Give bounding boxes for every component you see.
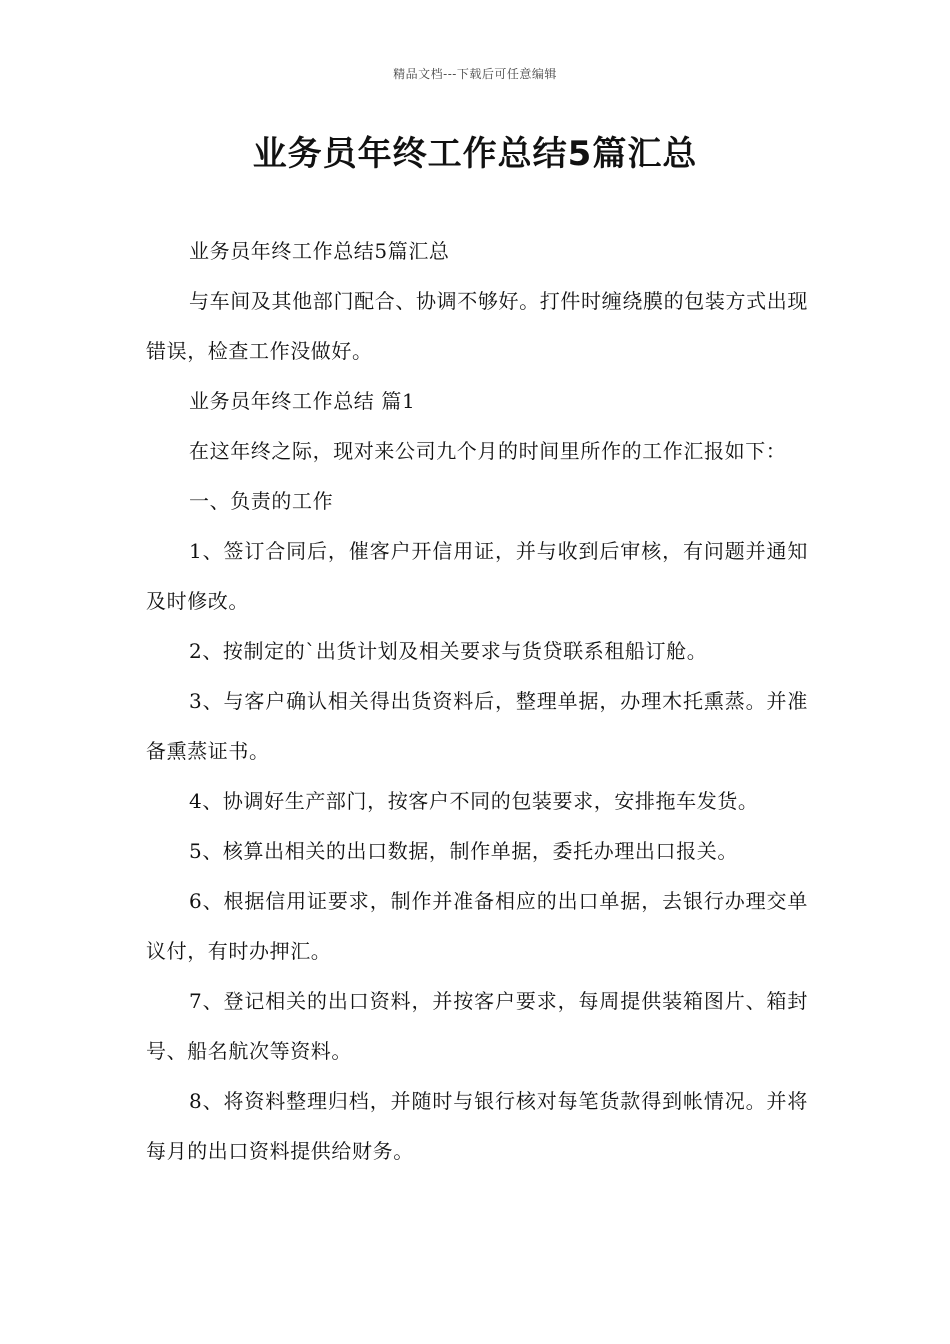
paragraph-duty-6: 6、根据信用证要求，制作并准备相应的出口单据，去银行办理交单议付，有时办押汇。 bbox=[146, 889, 808, 963]
paragraph-duty-5: 5、核算出相关的出口数据，制作单据，委托办理出口报关。 bbox=[189, 839, 738, 863]
document-body bbox=[146, 226, 808, 1176]
paragraph-duty-8: 8、将资料整理归档，并随时与银行核对每笔货款得到帐情况。并将每月的出口资料提供给财务。 bbox=[146, 1089, 808, 1163]
header-note: 精品文档---下载后可任意编辑 bbox=[393, 67, 557, 81]
paragraph-report-opening: 在这年终之际，现对来公司九个月的时间里所作的工作汇报如下： bbox=[189, 439, 787, 463]
paragraph-duty-7: 7、登记相关的出口资料，并按客户要求，每周提供装箱图片、箱封号、船名航次等资料。 bbox=[146, 989, 808, 1063]
paragraph-intro: 与车间及其他部门配合、协调不够好。打件时缠绕膜的包装方式出现错误，检查工作没做好。 bbox=[146, 289, 808, 363]
document-title: 业务员年终工作总结5篇汇总 bbox=[252, 134, 698, 174]
paragraph-duty-3: 3、与客户确认相关得出货资料后，整理单据，办理木托熏蒸。并准备熏蒸证书。 bbox=[146, 689, 808, 763]
paragraph-subtitle: 业务员年终工作总结5篇汇总 bbox=[189, 239, 450, 263]
paragraph-duty-2: 2、按制定的`出货计划及相关要求与货贷联系租船订舱。 bbox=[189, 639, 708, 663]
paragraph-section-heading: 业务员年终工作总结 篇1 bbox=[189, 389, 416, 413]
paragraph-duty-1: 1、签订合同后，催客户开信用证，并与收到后审核，有问题并通知及时修改。 bbox=[146, 539, 808, 613]
paragraph-duty-4: 4、协调好生产部门，按客户不同的包装要求，安排拖车发货。 bbox=[189, 789, 759, 813]
paragraph-duties-heading: 一、负责的工作 bbox=[189, 489, 334, 513]
